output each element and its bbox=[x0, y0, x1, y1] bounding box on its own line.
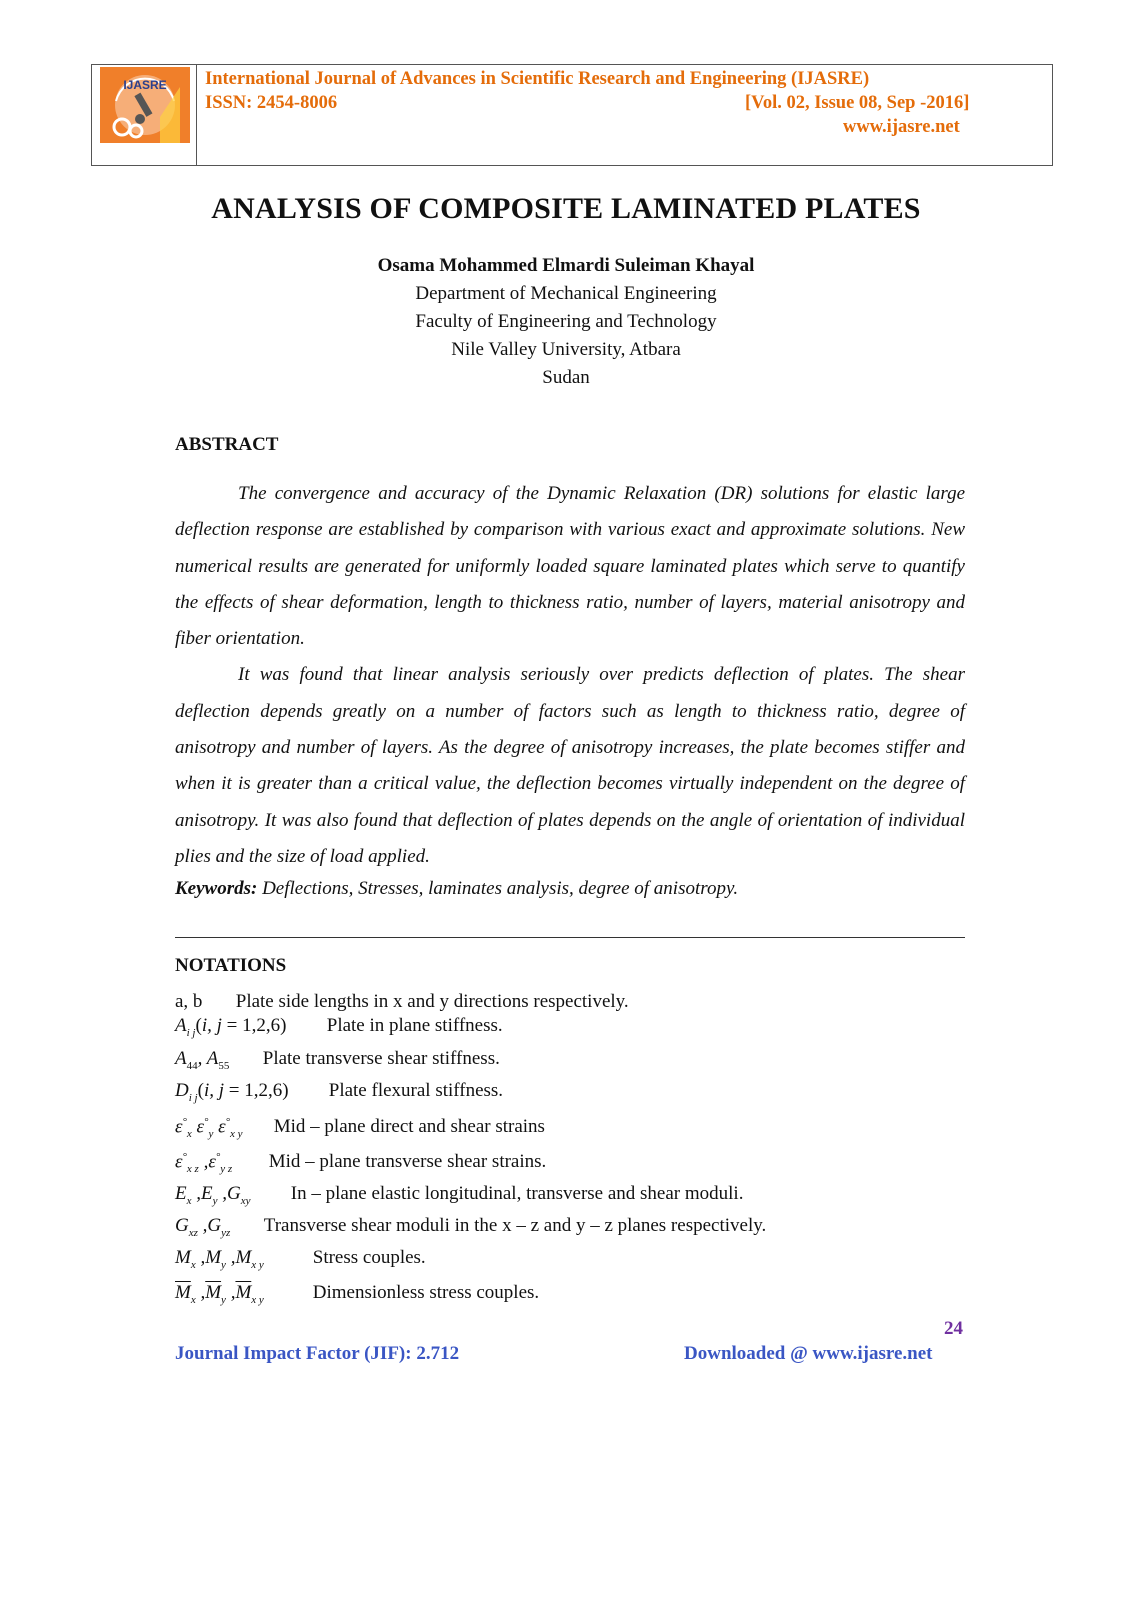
affiliation-university: Nile Valley University, Atbara bbox=[451, 339, 681, 360]
notation-symbol-letter: A bbox=[175, 1015, 187, 1036]
notation-description: Dimensionless stress couples. bbox=[312, 1282, 540, 1303]
notation-item bbox=[175, 1015, 503, 1039]
volume-issue: [Vol. 02, Issue 08, Sep -2016] bbox=[745, 93, 970, 113]
notation-symbol: $A_{i j}(i$, j = 1,2,6) bbox=[175, 1015, 287, 1039]
notation-description: Plate in plane stiffness. bbox=[326, 1015, 503, 1036]
affiliation-faculty: Faculty of Engineering and Technology bbox=[415, 311, 717, 332]
notation-symbol: $G_{xz}$ $,G_{yz}$ bbox=[175, 1215, 231, 1239]
notation-symbol-letter: A bbox=[175, 1048, 187, 1069]
notation-symbol-letter: $\overline{M}$ bbox=[175, 1282, 191, 1303]
section-divider bbox=[175, 937, 965, 938]
notation-item bbox=[175, 1247, 426, 1271]
notation-description: Mid – plane transverse shear strains. bbox=[268, 1151, 547, 1173]
keywords-label: Keywords: bbox=[175, 878, 258, 899]
author-name: Osama Mohammed Elmardi Suleiman Khayal bbox=[377, 255, 755, 276]
logo-lettering: IJASRE bbox=[123, 78, 167, 92]
notation-item bbox=[175, 1183, 743, 1207]
notation-symbol: $\overline{M}_x$ $,\overline{M}_y$ $,\overline{M}_{x y}$ bbox=[175, 1282, 264, 1306]
page-number: 24 bbox=[944, 1318, 963, 1339]
notation-description: Transverse shear moduli in the x – z and y – z planes respectively. bbox=[263, 1215, 767, 1236]
notation-symbol: $\varepsilon^\circ_{x z}$ $,\varepsilon^\circ_{y z}$ bbox=[175, 1151, 233, 1176]
header-text bbox=[205, 67, 1005, 139]
notation-symbol-letter: E bbox=[175, 1183, 187, 1204]
notation-description: Stress couples. bbox=[312, 1247, 426, 1268]
impact-factor: Journal Impact Factor (JIF): 2.712 bbox=[175, 1343, 460, 1364]
notation-description: Mid – plane direct and shear strains bbox=[273, 1116, 545, 1138]
author-block bbox=[0, 252, 1132, 392]
notation-symbol: $\varepsilon^\circ_x$ $\varepsilon^\circ_y$ $\varepsilon^\circ_{x y}$ bbox=[175, 1116, 243, 1141]
notations-heading: NOTATIONS bbox=[175, 955, 287, 976]
notation-item bbox=[175, 991, 629, 1013]
notation-item bbox=[175, 1116, 545, 1140]
notation-symbol: $A_{44}$, $A_{55}$ bbox=[175, 1048, 230, 1072]
affiliation-country: Sudan bbox=[542, 367, 590, 388]
notation-description: Plate flexural stiffness. bbox=[328, 1080, 504, 1101]
notation-item bbox=[175, 1151, 546, 1175]
keywords-text: Deflections, Stresses, laminates analysis, degree of anisotropy. bbox=[257, 878, 739, 899]
affiliation-department: Department of Mechanical Engineering bbox=[415, 283, 717, 304]
abstract-paragraph-1: The convergence and accuracy of the Dynamic Relaxation (DR) solutions for elastic large deflection response are established by comparison with various exact and approximate solutions. New numerical results are generated for uniformly loaded square laminated plates which serve to quantify the effects of shear deformation, length to thickness ratio, number of layers, material anisotropy and fiber orientation. bbox=[175, 483, 965, 650]
notation-symbol-letter: M bbox=[175, 1247, 191, 1268]
notation-item bbox=[175, 1048, 500, 1072]
notation-symbol: $D_{i j}(i$, j = 1,2,6) bbox=[175, 1080, 289, 1104]
notation-item bbox=[175, 1080, 503, 1104]
notation-symbol: a, b bbox=[175, 991, 203, 1012]
abstract-heading: ABSTRACT bbox=[175, 434, 279, 455]
issn: ISSN: 2454-8006 bbox=[205, 93, 338, 113]
download-link[interactable]: Downloaded @ www.ijasre.net bbox=[684, 1343, 933, 1364]
notation-symbol-letter: ε bbox=[175, 1151, 183, 1173]
notation-description: Plate transverse shear stiffness. bbox=[262, 1048, 500, 1069]
notation-symbol: $E_x$ $,E_y$ $,G_{xy}$ bbox=[175, 1183, 251, 1207]
notation-item bbox=[175, 1282, 539, 1306]
journal-name: International Journal of Advances in Scientific Research and Engineering (IJASRE) bbox=[205, 69, 870, 89]
paper-title: ANALYSIS OF COMPOSITE LAMINATED PLATES bbox=[211, 192, 921, 225]
abstract-body bbox=[175, 476, 965, 875]
notation-symbol-letter: ε bbox=[175, 1116, 183, 1138]
notation-description: Plate side lengths in x and y directions respectively. bbox=[235, 991, 629, 1012]
keywords-line bbox=[175, 878, 738, 900]
abstract-paragraph-2: It was found that linear analysis seriously over predicts deflection of plates. The shear deflection depends greatly on a number of factors such as length to thickness ratio, degree of anisotropy and number of layers. As the degree of anisotropy increases, the plate becomes stiffer and when it is greater than a critical value, the deflection becomes virtually independent on the degree of anisotropy. It was also found that deflection of plates depends on the angle of orientation of individual plies and the size of load applied. bbox=[175, 664, 965, 867]
notation-symbol-letter: G bbox=[175, 1215, 189, 1236]
journal-logo-icon bbox=[100, 67, 190, 143]
logo-cell bbox=[92, 65, 197, 165]
notation-symbol-letter: D bbox=[175, 1080, 189, 1101]
notation-item bbox=[175, 1215, 766, 1239]
notation-symbol: $M_x$ $,M_y$ $,M_{x y}$ bbox=[175, 1247, 264, 1271]
journal-header bbox=[91, 64, 1053, 166]
journal-website[interactable]: www.ijasre.net bbox=[843, 117, 960, 137]
notation-description: In – plane elastic longitudinal, transverse and shear moduli. bbox=[290, 1183, 744, 1204]
